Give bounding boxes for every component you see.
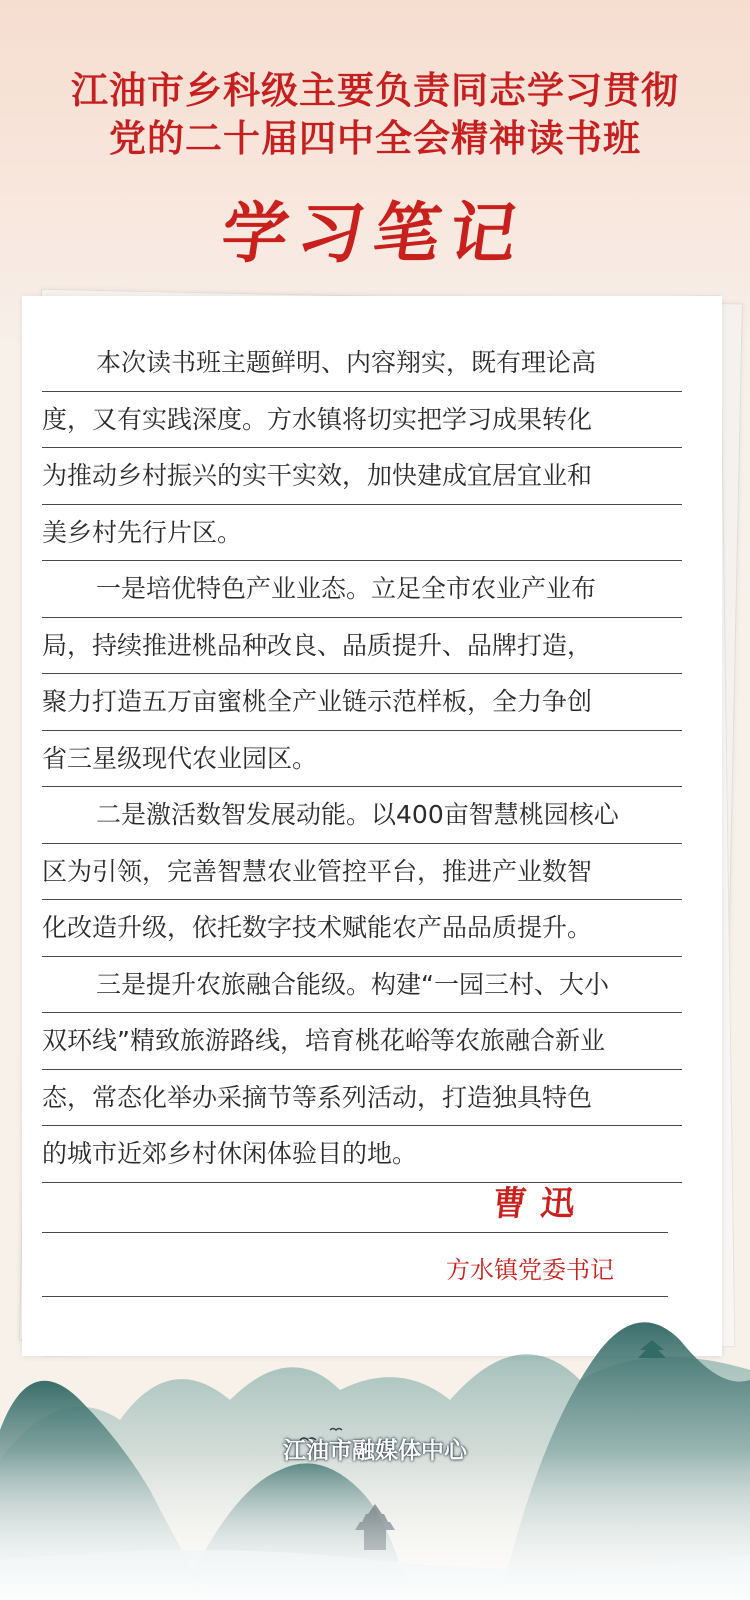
note-line: 美乡村先行片区。: [42, 505, 682, 562]
note-line: 省三星级现代农业园区。: [42, 731, 682, 788]
calligraphy-subtitle: 学习笔记: [216, 194, 532, 272]
note-line: 区为引领，完善智慧农业管控平台，推进产业数智: [42, 844, 682, 901]
title-line-1: 江油市乡科级主要负责同志学习贯彻: [71, 69, 679, 112]
ink-landscape-illustration: [0, 1230, 750, 1600]
title-line-2: 党的二十届四中全会精神读书班: [109, 117, 641, 160]
note-line: 一是培优特色产业业态。立足全市农业产业布: [42, 561, 682, 618]
note-line: 度，又有实践深度。方水镇将切实把学习成果转化: [42, 392, 682, 449]
note-line: 三是提升农旅融合能级。构建“一园三村、大小: [42, 957, 682, 1014]
signature-name: 曹迅: [490, 1184, 591, 1224]
note-line: 本次读书班主题鲜明、内容翔实，既有理论高: [42, 335, 682, 392]
note-body: [42, 335, 682, 1183]
mist-layer: [0, 1450, 750, 1600]
note-line: 为推动乡村振兴的实干实效，加快建成宜居宜业和: [42, 448, 682, 505]
signature-position: 方水镇党委书记: [446, 1256, 614, 1284]
header-background: [0, 0, 750, 340]
media-credit: 江油市融媒体中心: [283, 1438, 467, 1464]
note-line: 聚力打造五万亩蜜桃全产业链示范样板，全力争创: [42, 674, 682, 731]
note-line: 双环线”精致旅游路线，培育桃花峪等农旅融合新业: [42, 1013, 682, 1070]
note-line: 局，持续推进桃品种改良、品质提升、品牌打造，: [42, 618, 682, 675]
note-line: 的城市近郊乡村休闲体验目的地。: [42, 1126, 682, 1183]
note-line: 态，常态化举办采摘节等系列活动，打造独具特色: [42, 1070, 682, 1127]
note-line: 二是激活数智发展动能。以400亩智慧桃园核心: [42, 787, 682, 844]
note-line: 化改造升级，依托数字技术赋能农产品品质提升。: [42, 900, 682, 957]
